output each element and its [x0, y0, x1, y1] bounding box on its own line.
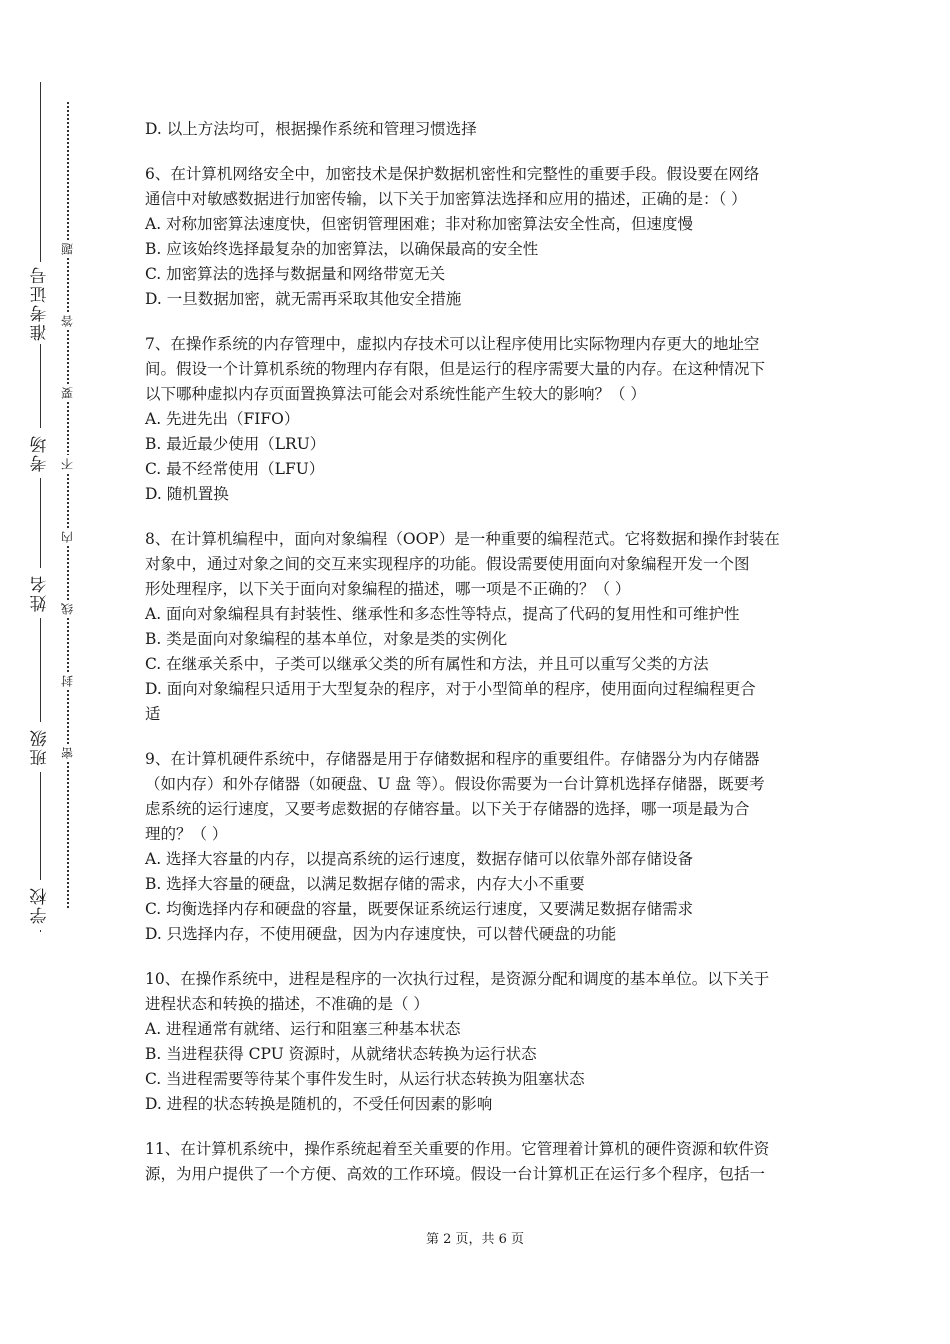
exam-content	[145, 117, 815, 1187]
label-school: 学校	[22, 880, 58, 930]
question-stem: 理的？（ ）	[145, 825, 228, 843]
binding-solid-line	[40, 82, 41, 932]
question-stem: 源，为用户提供了一个方便、高效的工作环境。假设一台计算机正在运行多个程序，包括一	[145, 1165, 766, 1183]
question-stem: 9、在计算机硬件系统中，存储器是用于存储数据和程序的重要组件。存储器分为内存储器	[145, 750, 760, 768]
option-d: D. 进程的状态转换是随机的，不受任何因素的影响	[145, 1095, 493, 1113]
option-a: A. 面向对象编程具有封装性、继承性和多态性等特点，提高了代码的复用性和可维护性	[145, 605, 740, 623]
option-a: A. 进程通常有就绪、运行和阻塞三种基本状态	[145, 1020, 461, 1038]
question-stem: 通信中对敏感数据进行加密传输，以下关于加密算法选择和应用的描述，正确的是：（ ）	[145, 190, 747, 208]
label-exam-room: 考场	[22, 428, 58, 478]
option-c: C. 当进程需要等待某个事件发生时，从运行状态转换为阻塞状态	[145, 1070, 585, 1088]
option-d: D. 面向对象编程只适用于大型复杂的程序，对于小型简单的程序，使用面向过程编程更合	[145, 680, 756, 698]
label-name: 姓名	[22, 568, 58, 618]
label-exam-number: 准考证号	[22, 262, 58, 344]
option-b: B. 最近最少使用（LRU）	[145, 435, 326, 453]
option-b: B. 选择大容量的硬盘，以满足数据存储的需求，内存大小不重要	[145, 875, 585, 893]
question-stem: 对象中，通过对象之间的交互来实现程序的功能。假设需要使用面向对象编程开发一个图	[145, 555, 750, 573]
question-stem: 以下哪种虚拟内存页面置换算法可能会对系统性能产生较大的影响？（ ）	[145, 385, 646, 403]
option-d: D. 只选择内存，不使用硬盘，因为内存速度快，可以替代硬盘的功能	[145, 925, 617, 943]
question-stem: （如内存）和外存储器（如硬盘、U 盘 等）。假设你需要为一台计算机选择存储器，既要考	[145, 775, 765, 793]
option-b: B. 应该始终选择最复杂的加密算法，以确保最高的安全性	[145, 240, 539, 258]
seal-char: 线	[58, 600, 76, 618]
seal-char: 密	[58, 744, 76, 762]
question-stem: 进程状态和转换的描述，不准确的是（ ）	[145, 995, 429, 1013]
option-b: B. 类是面向对象编程的基本单位，对象是类的实例化	[145, 630, 508, 648]
seal-char: 封	[58, 672, 76, 690]
seal-dotted-line	[67, 102, 69, 908]
question-stem: 8、在计算机编程中，面向对象编程（OOP）是一种重要的编程范式。它将数据和操作封装在	[145, 530, 780, 548]
question-stem: 10、在操作系统中，进程是程序的一次执行过程，是资源分配和调度的基本单位。以下关于	[145, 970, 770, 988]
question-stem: 形处理程序，以下关于面向对象编程的描述，哪一项是不正确的？（ ）	[145, 580, 631, 598]
option-a: A. 先进先出（FIFO）	[145, 410, 300, 428]
page-number-footer: 第 2 页，共 6 页	[425, 1232, 525, 1247]
seal-char: 不	[58, 455, 76, 473]
option-b: B. 当进程获得 CPU 资源时，从就绪状态转换为运行状态	[145, 1045, 537, 1063]
label-class: 班级	[22, 722, 58, 772]
question-stem: 虑系统的运行速度，又要考虑数据的存储容量。以下关于存储器的选择，哪一项是最为合	[145, 800, 750, 818]
seal-char: 题	[58, 240, 76, 258]
option-c: C. 均衡选择内存和硬盘的容量，既要保证系统运行速度，又要满足数据存储需求	[145, 900, 694, 918]
seal-char: 内	[58, 528, 76, 546]
option-c: C. 最不经常使用（LFU）	[145, 460, 325, 478]
question-stem: 11、在计算机系统中，操作系统起着至关重要的作用。它管理着计算机的硬件资源和软件资	[145, 1140, 770, 1158]
option-d: D. 一旦数据加密，就无需再采取其他安全措施	[145, 290, 462, 308]
binding-margin	[0, 0, 110, 1344]
option-d: D. 随机置换	[145, 485, 229, 503]
option-c: C. 加密算法的选择与数据量和网络带宽无关	[145, 265, 446, 283]
option-c: C. 在继承关系中，子类可以继承父类的所有属性和方法，并且可以重写父类的方法	[145, 655, 709, 673]
question-stem: 间。假设一个计算机系统的物理内存有限，但是运行的程序需要大量的内存。在这种情况下	[145, 360, 766, 378]
option-d-continued: 适	[145, 705, 161, 723]
option-a: A. 选择大容量的内存，以提高系统的运行速度，数据存储可以依靠外部存储设备	[145, 850, 694, 868]
seal-char: 要	[58, 384, 76, 402]
option-a: A. 对称加密算法速度快，但密钥管理困难；非对称加密算法安全性高，但速度慢	[145, 215, 694, 233]
question-stem: 6、在计算机网络安全中，加密技术是保护数据机密性和完整性的重要手段。假设要在网络	[145, 165, 760, 183]
option-d: D. 以上方法均可，根据操作系统和管理习惯选择	[145, 120, 477, 138]
question-stem: 7、在操作系统的内存管理中，虚拟内存技术可以让程序使用比实际物理内存更大的地址空	[145, 335, 760, 353]
seal-char: 答	[58, 312, 76, 330]
